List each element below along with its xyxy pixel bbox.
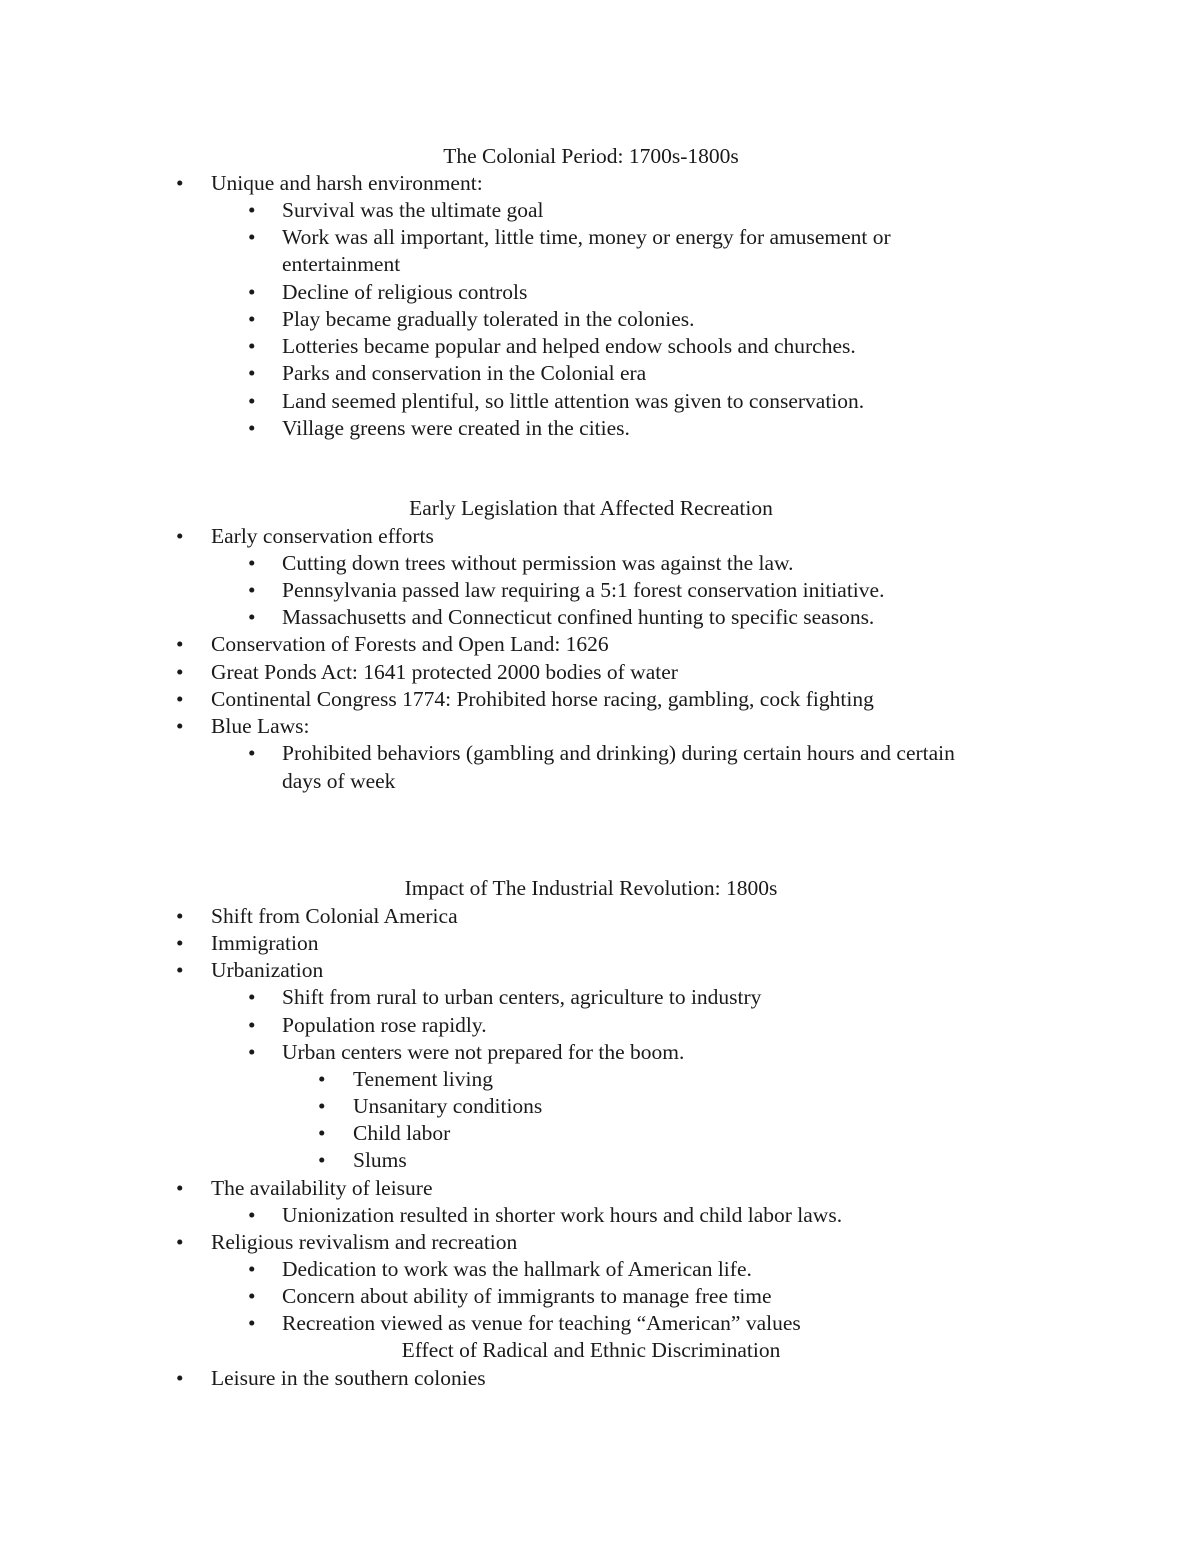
bullet-icon: • — [176, 904, 184, 928]
section-heading: The Colonial Period: 1700s-1800s — [443, 144, 739, 168]
list-item-text: Continental Congress 1774: Prohibited horse racing, gambling, cock fighting — [211, 687, 874, 711]
list-item-text: Pennsylvania passed law requiring a 5:1 forest conservation initiative. — [282, 578, 885, 602]
bullet-icon: • — [248, 361, 256, 385]
list-item-text: Unique and harsh environment: — [211, 171, 483, 195]
list-item-text: Immigration — [211, 931, 319, 955]
section-heading: Effect of Radical and Ethnic Discrimination — [401, 1338, 781, 1362]
list-item-text: Urban centers were not prepared for the boom. — [282, 1040, 685, 1064]
section-heading: Impact of The Industrial Revolution: 1800s — [404, 876, 778, 900]
bullet-icon: • — [176, 171, 184, 195]
bullet-icon: • — [176, 660, 184, 684]
bullet-icon: • — [176, 931, 184, 955]
bullet-icon: • — [176, 524, 184, 548]
bullet-icon: • — [176, 714, 184, 738]
bullet-icon: • — [248, 741, 256, 765]
list-item-text: Shift from Colonial America — [211, 904, 458, 928]
bullet-icon: • — [176, 1176, 184, 1200]
bullet-icon: • — [248, 389, 256, 413]
bullet-icon: • — [248, 307, 256, 331]
bullet-icon: • — [248, 1013, 256, 1037]
bullet-icon: • — [248, 985, 256, 1009]
list-item-text: Massachusetts and Connecticut confined hunting to specific seasons. — [282, 605, 875, 629]
bullet-icon: • — [248, 334, 256, 358]
bullet-icon: • — [176, 1366, 184, 1390]
bullet-icon: • — [248, 225, 256, 249]
list-item-text: Shift from rural to urban centers, agriculture to industry — [282, 985, 762, 1009]
bullet-icon: • — [248, 1257, 256, 1281]
list-item-text: Dedication to work was the hallmark of American life. — [282, 1257, 752, 1281]
list-item-text: Village greens were created in the cities. — [282, 416, 630, 440]
list-item-text: Unsanitary conditions — [353, 1094, 543, 1118]
list-item-text: Population rose rapidly. — [282, 1013, 487, 1037]
list-item-text: Blue Laws: — [211, 714, 310, 738]
bullet-icon: • — [318, 1067, 326, 1091]
list-item-text: Leisure in the southern colonies — [211, 1366, 486, 1390]
bullet-icon: • — [176, 1230, 184, 1254]
bullet-icon: • — [318, 1121, 326, 1145]
bullet-icon: • — [248, 551, 256, 575]
list-item-text: Child labor — [353, 1121, 451, 1145]
list-item-text: Parks and conservation in the Colonial era — [282, 361, 647, 385]
bullet-icon: • — [248, 1284, 256, 1308]
list-item-text: Survival was the ultimate goal — [282, 198, 544, 222]
list-item-text: Conservation of Forests and Open Land: 1626 — [211, 632, 609, 656]
list-item-text: Work was all important, little time, money or energy for amusement or — [282, 225, 891, 249]
section-heading: Early Legislation that Affected Recreation — [409, 496, 773, 520]
list-item-text: Lotteries became popular and helped endow schools and churches. — [282, 334, 856, 358]
bullet-icon: • — [248, 416, 256, 440]
list-item-text: Tenement living — [353, 1067, 494, 1091]
bullet-icon: • — [318, 1094, 326, 1118]
list-item-text: Unionization resulted in shorter work hours and child labor laws. — [282, 1203, 843, 1227]
list-item-text: Slums — [353, 1148, 407, 1172]
bullet-icon: • — [248, 280, 256, 304]
bullet-icon: • — [176, 958, 184, 982]
list-item-text: Great Ponds Act: 1641 protected 2000 bodies of water — [211, 660, 678, 684]
bullet-icon: • — [318, 1148, 326, 1172]
bullet-icon: • — [176, 687, 184, 711]
list-item-text: Early conservation efforts — [211, 524, 434, 548]
list-item-text: The availability of leisure — [211, 1176, 433, 1200]
bullet-icon: • — [248, 1040, 256, 1064]
list-item-text: Concern about ability of immigrants to manage free time — [282, 1284, 772, 1308]
list-item-text: Prohibited behaviors (gambling and drinking) during certain hours and certain — [282, 741, 955, 765]
bullet-icon: • — [248, 578, 256, 602]
list-item-text: Decline of religious controls — [282, 280, 528, 304]
list-item-text: Religious revivalism and recreation — [211, 1230, 518, 1254]
bullet-icon: • — [248, 198, 256, 222]
bullet-icon: • — [248, 1311, 256, 1335]
list-item-text: Play became gradually tolerated in the colonies. — [282, 307, 695, 331]
bullet-icon: • — [176, 632, 184, 656]
list-item-text: Cutting down trees without permission was against the law. — [282, 551, 794, 575]
list-item-text: days of week — [282, 769, 396, 793]
list-item-text: Recreation viewed as venue for teaching “American” values — [282, 1311, 801, 1335]
bullet-icon: • — [248, 1203, 256, 1227]
bullet-icon: • — [248, 605, 256, 629]
list-item-text: entertainment — [282, 252, 401, 276]
list-item-text: Land seemed plentiful, so little attention was given to conservation. — [282, 389, 865, 413]
list-item-text: Urbanization — [211, 958, 324, 982]
